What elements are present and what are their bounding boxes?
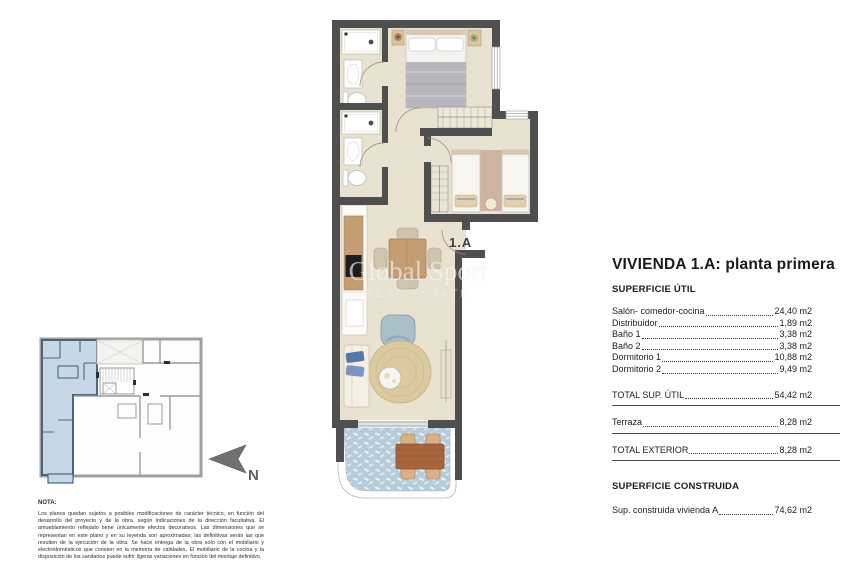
north-arrow — [209, 445, 259, 484]
table-row — [612, 341, 840, 353]
row-value: 1,89 m2 — [779, 317, 812, 328]
side-table — [379, 367, 401, 389]
divider-rule — [612, 433, 840, 434]
dot-leader — [643, 426, 778, 427]
north-label: N — [248, 467, 259, 484]
nota-heading: NOTA: — [38, 500, 57, 506]
row-label: Distribuidor — [612, 317, 658, 328]
round-rug — [369, 341, 431, 403]
pouf — [485, 198, 497, 210]
row-value: 10,88 m2 — [774, 352, 812, 363]
row-value: 8,28 m2 — [779, 444, 812, 455]
toilet — [343, 170, 366, 186]
floor-plan — [325, 15, 560, 510]
table-row — [612, 364, 840, 376]
dot-leader — [706, 315, 774, 316]
table-row — [612, 318, 840, 330]
total-util-row — [612, 390, 840, 402]
dot-leader — [689, 453, 778, 454]
dot-leader — [642, 349, 779, 350]
shower-tray — [342, 30, 380, 54]
table-row — [612, 306, 840, 318]
dot-leader — [685, 398, 773, 399]
total-exterior-row — [612, 445, 840, 457]
surface-table — [612, 306, 840, 517]
sofa — [344, 345, 369, 407]
superficie-construida-heading: SUPERFICIE CONSTRUIDA — [612, 481, 740, 493]
terrace — [336, 424, 456, 498]
dot-leader — [719, 514, 773, 515]
surface-details — [612, 256, 840, 517]
dot-leader — [642, 338, 779, 339]
kitchen-island-wood — [344, 216, 363, 290]
dot-leader — [662, 373, 778, 374]
divider-rule — [612, 460, 840, 461]
row-label: Dormitorio 2 — [612, 363, 662, 374]
cooktop — [346, 255, 362, 277]
stair-core — [100, 368, 134, 394]
watermark-tagline: REAL ESTATE — [365, 288, 471, 300]
row-value: 8,28 m2 — [779, 417, 812, 428]
nota-body: Los planos quedan sujetos a posibles modificaciones de carácter técnico, en función del desarrollo del proyecto y de la obra, según indicaciones de la dirección facultativa. El amueblamiento reflejado tiene únicamente efectos decorativos. Las dimensiones que se representan en este plano y en su leyenda son aproximadas; las definitivas serán las que resulten de la ejecución de la obra. Se hace entrega de la obra solo con el mobiliario y electrodomésticos que consten en la memoria de calidades. El mobiliario de la cocina y la disposición de los sanitarios puede sufrir ligeras variaciones en función del montaje definitivo. — [38, 511, 264, 561]
kitchen-counter — [342, 205, 367, 335]
window — [492, 47, 500, 89]
row-label: TOTAL SUP. ÚTIL — [612, 389, 685, 400]
outdoor-table — [396, 444, 444, 469]
window — [506, 111, 528, 119]
row-label: Dormitorio 1 — [612, 352, 662, 363]
terraza-row — [612, 417, 840, 429]
dining-table — [389, 239, 426, 278]
row-value: 24,40 m2 — [774, 306, 812, 316]
row-value: 9,49 m2 — [779, 363, 812, 374]
row-label: Baño 1 — [612, 329, 641, 340]
unit-label: 1.A — [449, 235, 473, 250]
closet — [431, 166, 448, 212]
page-title: VIVIENDA 1.A: planta primera — [612, 256, 835, 273]
double-bed — [406, 30, 466, 108]
dot-leader — [659, 326, 779, 327]
key-plan — [25, 330, 275, 492]
divider-rule — [612, 405, 840, 406]
construida-row — [612, 505, 840, 517]
watermark-brand: Global Sport — [348, 256, 488, 286]
single-bed — [502, 150, 529, 212]
wardrobe — [438, 107, 492, 128]
shower-drain — [369, 40, 374, 45]
dot-leader — [662, 361, 773, 362]
row-value: 3,38 m2 — [779, 340, 812, 351]
table-row — [612, 352, 840, 364]
row-label: Sup. construida vivienda A — [612, 505, 719, 516]
superficie-util-heading: SUPERFICIE ÚTIL — [612, 284, 696, 295]
highlighted-terrace — [48, 474, 73, 483]
row-value: 54,42 m2 — [774, 389, 812, 400]
table-row — [612, 329, 840, 341]
keyplan-terrace — [97, 340, 143, 364]
shower-tray — [342, 112, 380, 134]
row-label: Baño 2 — [612, 340, 641, 351]
row-label: TOTAL EXTERIOR — [612, 444, 689, 455]
row-label: Terraza — [612, 417, 643, 428]
sofa-pillow — [346, 365, 365, 377]
single-bed — [452, 150, 480, 212]
row-value: 74,62 m2 — [774, 505, 812, 516]
row-value: 3,38 m2 — [779, 329, 812, 340]
shower-drain — [369, 121, 374, 126]
nota-block — [38, 500, 264, 561]
row-label: Salón- comedor-cocina — [612, 306, 705, 316]
